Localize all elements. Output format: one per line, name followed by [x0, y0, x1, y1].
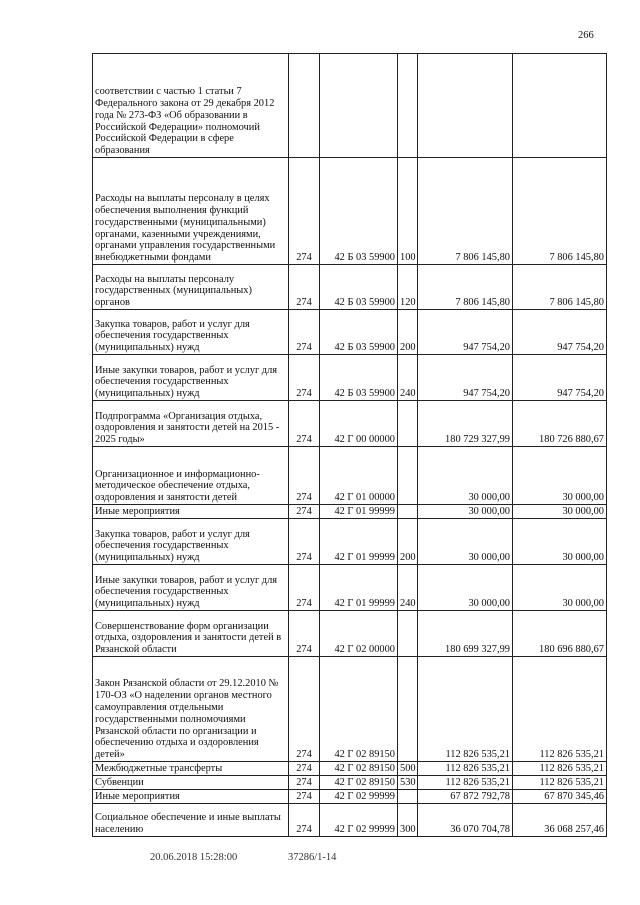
- row-name: Организационное и информационно-методическое обеспечение отдыха, оздоровления и занятости детей: [93, 447, 289, 505]
- row-vr: [398, 54, 418, 158]
- row-sum-1: 36 070 704,78: [418, 804, 513, 837]
- row-vr: 240: [398, 355, 418, 401]
- row-csr: 42 Г 01 99999: [320, 565, 398, 611]
- row-vr: 100: [398, 158, 418, 265]
- row-sum-1: 7 806 145,80: [418, 158, 513, 265]
- row-code: 274: [289, 657, 320, 762]
- row-name: Расходы на выплаты персоналу в целях обеспечения выполнения функций государственными (муниципальными) органами, казенными учреждениями, органами управления государственными внебюджетными фондами: [93, 158, 289, 265]
- row-vr: [398, 657, 418, 762]
- row-sum-1: 112 826 535,21: [418, 657, 513, 762]
- table-row: [93, 355, 607, 401]
- row-sum-2: 30 000,00: [513, 519, 607, 565]
- table-row: [93, 657, 607, 762]
- row-csr: 42 Б 03 59900: [320, 265, 398, 310]
- table-row: [93, 804, 607, 837]
- table-row: [93, 790, 607, 804]
- row-sum-2: 947 754,20: [513, 310, 607, 355]
- table-row: [93, 776, 607, 790]
- row-csr: 42 Г 02 89150: [320, 657, 398, 762]
- table-row: [93, 565, 607, 611]
- row-code: 274: [289, 401, 320, 447]
- row-sum-1: 112 826 535,21: [418, 762, 513, 776]
- row-sum-2: 112 826 535,21: [513, 657, 607, 762]
- row-sum-2: 36 068 257,46: [513, 804, 607, 837]
- row-vr: [398, 401, 418, 447]
- row-sum-1: 947 754,20: [418, 355, 513, 401]
- row-csr: 42 Б 03 59900: [320, 158, 398, 265]
- row-sum-1: 947 754,20: [418, 310, 513, 355]
- row-code: 274: [289, 310, 320, 355]
- table-row: [93, 505, 607, 519]
- row-name: Иные мероприятия: [93, 790, 289, 804]
- row-sum-2: 112 826 535,21: [513, 776, 607, 790]
- budget-table: [92, 53, 607, 837]
- row-vr: 530: [398, 776, 418, 790]
- row-vr: [398, 611, 418, 657]
- row-code: 274: [289, 447, 320, 505]
- row-csr: 42 Г 00 00000: [320, 401, 398, 447]
- row-csr: 42 Г 01 99999: [320, 505, 398, 519]
- row-sum-1: 180 699 327,99: [418, 611, 513, 657]
- table-row: [93, 401, 607, 447]
- row-name: Закупка товаров, работ и услуг для обеспечения государственных (муниципальных) нужд: [93, 310, 289, 355]
- row-name: Совершенствование форм организации отдыха, оздоровления и занятости детей в Рязанской области: [93, 611, 289, 657]
- row-sum-2: 7 806 145,80: [513, 265, 607, 310]
- row-name: Иные закупки товаров, работ и услуг для обеспечения государственных (муниципальных) нужд: [93, 565, 289, 611]
- row-name: Закон Рязанской области от 29.12.2010 № 170-ОЗ «О наделении органов местного самоуправления отдельными государственными полномочиями Рязанской области по организации и обеспечению отдыха и оздоровления детей»: [93, 657, 289, 762]
- page-number: 266: [578, 30, 594, 41]
- row-sum-1: 67 872 792,78: [418, 790, 513, 804]
- row-name: Иные мероприятия: [93, 505, 289, 519]
- row-code: 274: [289, 804, 320, 837]
- table-row: [93, 762, 607, 776]
- row-vr: 500: [398, 762, 418, 776]
- row-vr: [398, 505, 418, 519]
- row-sum-1: 30 000,00: [418, 565, 513, 611]
- row-sum-2: 67 870 345,46: [513, 790, 607, 804]
- row-vr: [398, 790, 418, 804]
- row-name: Подпрограмма «Организация отдыха, оздоровления и занятости детей на 2015 - 2025 годы»: [93, 401, 289, 447]
- table-row: [93, 158, 607, 265]
- row-code: [289, 54, 320, 158]
- row-sum-1: 30 000,00: [418, 519, 513, 565]
- row-csr: 42 Г 02 99999: [320, 804, 398, 837]
- row-sum-2: 112 826 535,21: [513, 762, 607, 776]
- row-name: Расходы на выплаты персоналу государственных (муниципальных) органов: [93, 265, 289, 310]
- row-csr: [320, 54, 398, 158]
- row-code: 274: [289, 790, 320, 804]
- table-row: [93, 611, 607, 657]
- table-row: [93, 519, 607, 565]
- row-sum-2: 947 754,20: [513, 355, 607, 401]
- row-vr: 300: [398, 804, 418, 837]
- row-code: 274: [289, 355, 320, 401]
- table-row: [93, 265, 607, 310]
- row-code: 274: [289, 505, 320, 519]
- table-row: [93, 54, 607, 158]
- row-sum-1: 180 729 327,99: [418, 401, 513, 447]
- row-code: 274: [289, 265, 320, 310]
- row-sum-2: 180 726 880,67: [513, 401, 607, 447]
- row-csr: 42 Б 03 59900: [320, 355, 398, 401]
- row-csr: 42 Г 01 99999: [320, 519, 398, 565]
- row-csr: 42 Г 02 89150: [320, 762, 398, 776]
- row-name: соответствии с частью 1 статьи 7 Федерального закона от 29 декабря 2012 года № 273-ФЗ «Об образовании в Российской Федерации» полномочий Российской Федерации в сфере образования: [93, 54, 289, 158]
- row-code: 274: [289, 762, 320, 776]
- table-row: [93, 447, 607, 505]
- footer-datetime: 20.06.2018 15:28:00: [150, 852, 238, 863]
- row-vr: 200: [398, 519, 418, 565]
- row-sum-2: [513, 54, 607, 158]
- row-sum-1: 112 826 535,21: [418, 776, 513, 790]
- row-sum-1: [418, 54, 513, 158]
- row-code: 274: [289, 565, 320, 611]
- row-csr: 42 Г 02 89150: [320, 776, 398, 790]
- row-name: Субвенции: [93, 776, 289, 790]
- row-code: 274: [289, 611, 320, 657]
- row-sum-2: 7 806 145,80: [513, 158, 607, 265]
- row-sum-1: 7 806 145,80: [418, 265, 513, 310]
- row-name: Социальное обеспечение и иные выплаты населению: [93, 804, 289, 837]
- row-sum-2: 30 000,00: [513, 505, 607, 519]
- row-csr: 42 Г 02 00000: [320, 611, 398, 657]
- row-vr: [398, 447, 418, 505]
- row-sum-2: 30 000,00: [513, 447, 607, 505]
- row-name: Закупка товаров, работ и услуг для обеспечения государственных (муниципальных) нужд: [93, 519, 289, 565]
- row-csr: 42 Б 03 59900: [320, 310, 398, 355]
- row-sum-1: 30 000,00: [418, 447, 513, 505]
- row-code: 274: [289, 776, 320, 790]
- row-csr: 42 Г 01 00000: [320, 447, 398, 505]
- row-vr: 120: [398, 265, 418, 310]
- row-sum-2: 180 696 880,67: [513, 611, 607, 657]
- row-vr: 200: [398, 310, 418, 355]
- row-code: 274: [289, 158, 320, 265]
- row-csr: 42 Г 02 99999: [320, 790, 398, 804]
- row-name: Межбюджетные трансферты: [93, 762, 289, 776]
- row-sum-1: 30 000,00: [418, 505, 513, 519]
- row-vr: 240: [398, 565, 418, 611]
- row-code: 274: [289, 519, 320, 565]
- footer-doc-id: 37286/1-14: [288, 852, 337, 863]
- row-sum-2: 30 000,00: [513, 565, 607, 611]
- row-name: Иные закупки товаров, работ и услуг для обеспечения государственных (муниципальных) нужд: [93, 355, 289, 401]
- table-row: [93, 310, 607, 355]
